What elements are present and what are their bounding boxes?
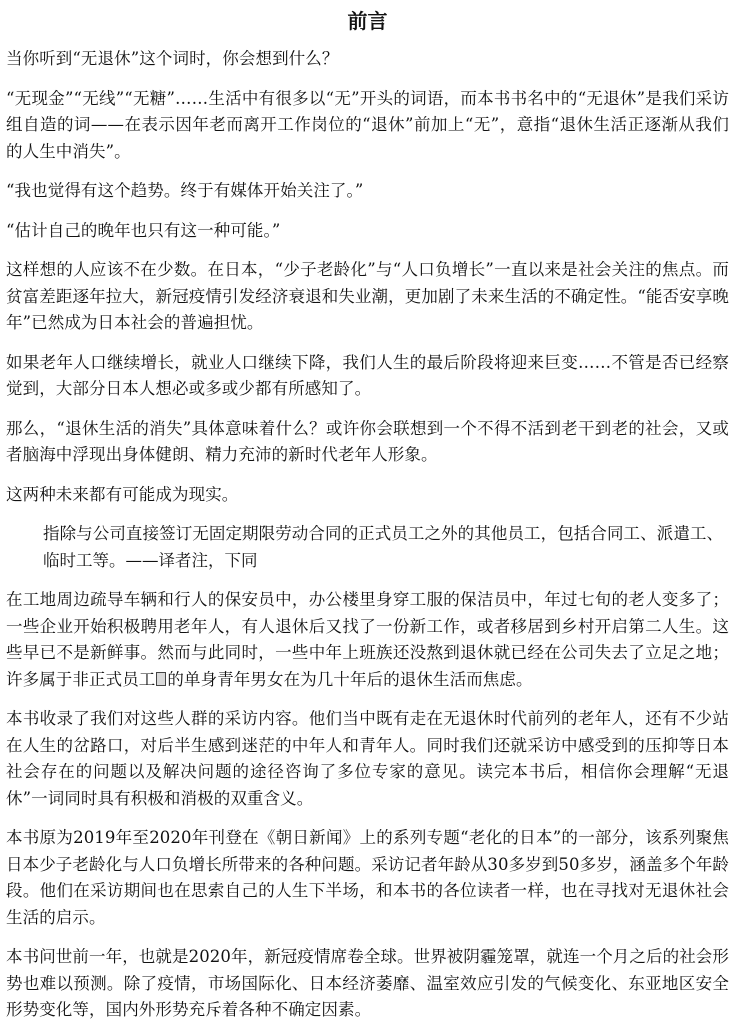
paragraph-8: 这两种未来都有可能成为现实。 <box>6 484 239 504</box>
paragraph-9 <box>6 587 729 693</box>
paragraph-2: “无现金”“无线”“无糖”……生活中有很多以“无”开头的词语，而本书书名中的“无退休”是我们采访组自造的词——在表示因年老而离开工作岗位的“退休”前加上“无”，意指“退休生活正逐渐从我们的人生中消失”。 <box>6 88 729 161</box>
translator-footnote: 指除与公司直接签订无固定期限劳动合同的正式员工之外的其他员工，包括合同工、派遣工、临时工等。——译者注，下同 <box>43 524 723 570</box>
paragraph-5: 这样想的人应该不在少数。在日本，“少子老龄化”与“人口负增长”一直以来是社会关注的焦点。而贫富差距逐年拉大，新冠疫情引发经济衰退和失业潮，更加剧了未来生活的不确定性。“能否安享晚年”已然成为日本社会的普遍担忧。 <box>6 260 729 332</box>
footnote-marker-icon <box>156 672 166 686</box>
paragraph-11: 本书原为2019年至2020年刊登在《朝日新闻》上的系列专题“老化的日本”的一部分，该系列聚焦日本少子老龄化与人口负增长所带来的各种问题。采访记者年龄从30多岁到50多岁，涵盖多个年龄段。他们在采访期间也在思索自己的人生下半场，和本书的各位读者一样，也在寻找对无退休社会生活的启示。 <box>6 828 729 927</box>
paragraph-9-text-after-marker: 的单身青年男女在为几十年后的退休生活而焦虑。 <box>167 669 533 689</box>
paragraph-1: 当你听到“无退休”这个词时，你会想到什么？ <box>6 49 339 68</box>
paragraph-6: 如果老年人口继续增长，就业人口继续下降，我们人生的最后阶段将迎来巨变……不管是否已经察觉到，大部分日本人想必或多或少都有所感知了。 <box>6 352 729 398</box>
paragraph-4: “估计自己的晚年也只有这一种可能。” <box>6 220 281 240</box>
paragraph-9-text-before-marker: 在工地周边疏导车辆和行人的保安员中，办公楼里身穿工服的保洁员中，年过七旬的老人变多了；一些企业开始积极聘用老年人，有人退休后又找了一份新工作，或者移居到乡村开启第二人生。这些早已不是新鲜事。然而与此同时，一些中年上班族还没熬到退休就已经在公司失去了立足之地；许多属于非正式员工 <box>6 590 729 689</box>
paragraph-3: “我也觉得有这个趋势。终于有媒体开始关注了。” <box>6 181 364 200</box>
paragraph-10: 本书收录了我们对这些人群的采访内容。他们当中既有走在无退休时代前列的老年人，还有不少站在人生的岔路口，对后半生感到迷茫的中年人和青年人。同时我们还就采访中感受到的压抑等日本社会存在的问题以及解决问题的途径咨询了多位专家的意见。读完本书后，相信你会理解“无退休”一词同时具有积极和消极的双重含义。 <box>6 709 729 808</box>
paragraph-12: 本书问世前一年，也就是2020年，新冠疫情席卷全球。世界被阴霾笼罩，就连一个月之后的社会形势也难以预测。除了疫情，市场国际化、日本经济萎靡、温室效应引发的气候变化、东亚地区安全形势变化等，国内外形势充斥着各种不确定因素。 <box>6 947 729 1019</box>
page-title: 前言 <box>347 9 388 33</box>
paragraph-7: 那么，“退休生活的消失”具体意味着什么？或许你会联想到一个不得不活到老干到老的社会，又或者脑海中浮现出身体健朗、精力充沛的新时代老年人形象。 <box>6 418 729 464</box>
